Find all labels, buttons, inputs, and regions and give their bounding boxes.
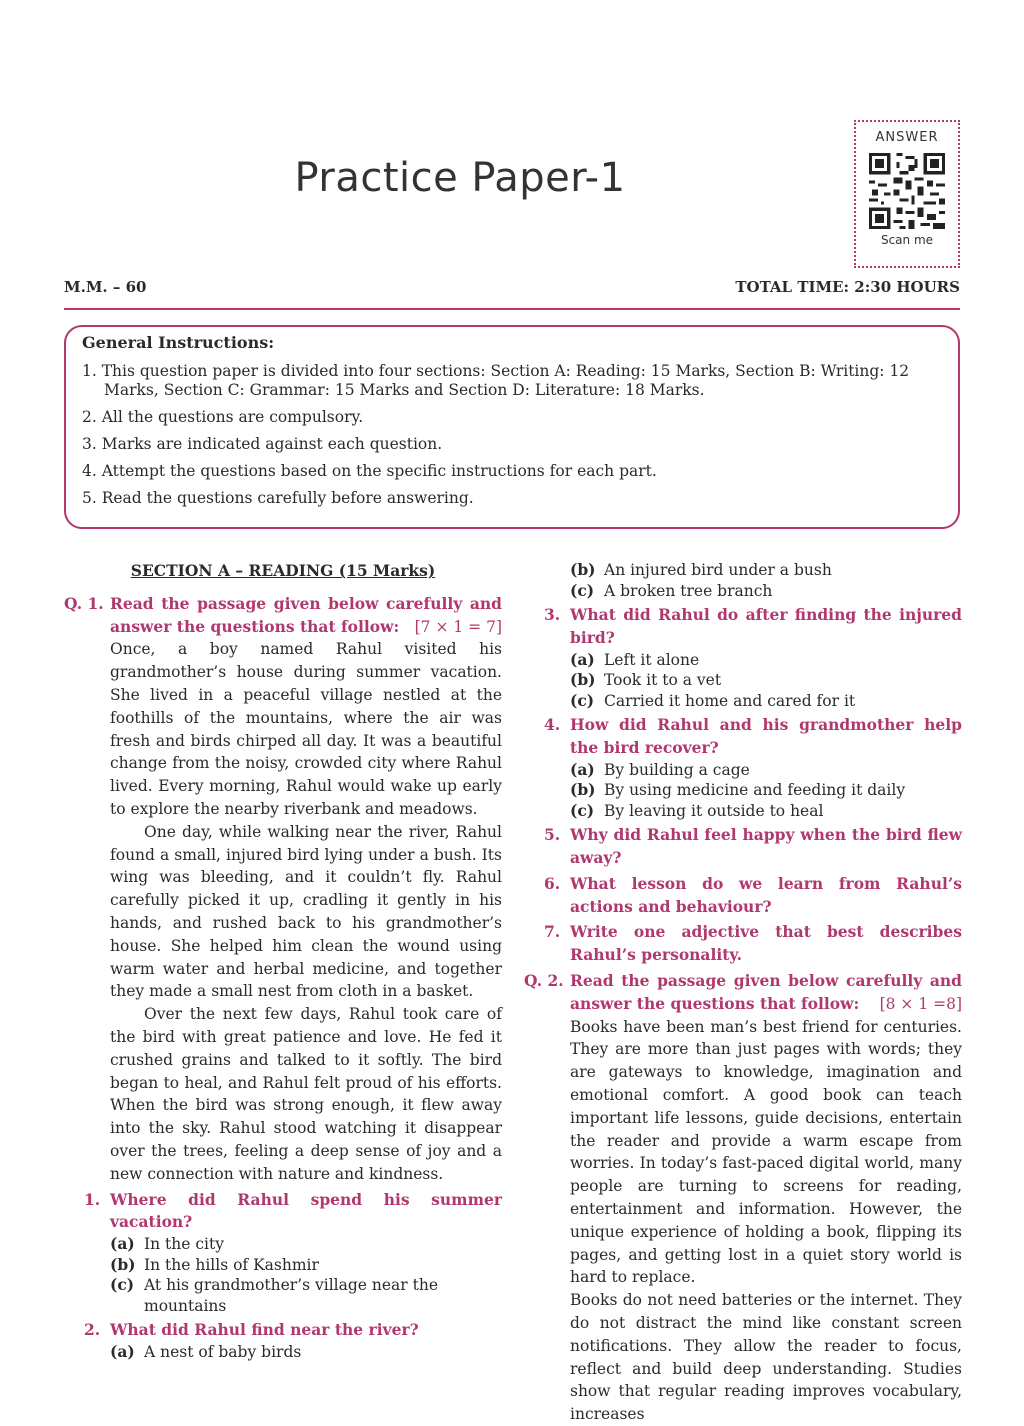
sub-question-number: 6. bbox=[544, 873, 561, 893]
sub-question-text: Where did Rahul spend his summer vacation? bbox=[110, 1189, 502, 1232]
option-label: (a) bbox=[570, 649, 595, 669]
qr-label: ANSWER bbox=[875, 130, 939, 145]
option bbox=[570, 670, 962, 691]
option bbox=[570, 801, 962, 822]
option-text: In the city bbox=[144, 1235, 224, 1254]
option-text: A broken tree branch bbox=[604, 581, 773, 600]
option-text: At his grandmother’s village near the mountains bbox=[144, 1276, 439, 1315]
sub-question-number: 4. bbox=[544, 715, 561, 735]
passage-paragraph: Books have been man’s best friend for centuries. They are more than just pages with words; they are gateways to knowledge, imagination and emotional comfort. A good book can teach important life lessons, guide decisions, entertain the reader and provide a warm escape from worries. In today’s fast-paced digital world, many people are turning to screens for reading, entertainment and information. However, the unique experience of holding a book, flipping its pages, and getting lost in a quiet story world is hard to replace. bbox=[570, 1017, 962, 1287]
option-text: An injured bird under a bush bbox=[604, 561, 832, 579]
option bbox=[570, 650, 962, 671]
sub-question-number: 3. bbox=[544, 605, 561, 624]
sub-question bbox=[544, 604, 962, 650]
sub-question-number: 2. bbox=[84, 1320, 101, 1340]
passage-paragraph: Over the next few days, Rahul took care of the bird with great patience and love. He fed it crushed grains and talked to it softly. The bird began to heal, and Rahul felt proud of his efforts. When the bird was strong enough, it flew away into the sky. Rahul stood watching it disappear over the trees, feeling a deep sense of joy and a new connection with nature and kindness. bbox=[110, 1005, 502, 1183]
sub-question-text: Why did Rahul feel happy when the bird flew away? bbox=[570, 825, 962, 867]
qr-caption: Scan me bbox=[880, 233, 934, 247]
page-title: Practice Paper-1 bbox=[294, 155, 626, 201]
option-text: Took it to a vet bbox=[604, 671, 722, 690]
option-label: (a) bbox=[110, 1234, 135, 1254]
option-label: (c) bbox=[570, 580, 595, 600]
option-label: (b) bbox=[570, 780, 596, 800]
option-label: (c) bbox=[570, 800, 595, 820]
sub-question-text: What did Rahul find near the river? bbox=[110, 1320, 419, 1340]
answer-qr-box[interactable] bbox=[854, 120, 960, 268]
sub-question-number: 5. bbox=[544, 825, 561, 845]
question-prompt: Read the passage given below carefully and answer the questions that follow: bbox=[110, 593, 502, 636]
sub-question-text: How did Rahul and his grandmother help the bird recover? bbox=[570, 715, 962, 757]
left-column bbox=[64, 560, 502, 1362]
option bbox=[570, 760, 962, 781]
question-number: Q. 1. bbox=[64, 593, 104, 613]
option-text: By building a cage bbox=[604, 760, 750, 779]
question-1-header bbox=[64, 593, 502, 639]
max-marks: M.M. – 60 bbox=[64, 278, 147, 296]
instruction-item: 2. All the questions are compulsory. bbox=[82, 408, 364, 426]
question-prompt: Read the passage given below carefully and answer the questions that follow: bbox=[570, 970, 962, 1013]
qr-code-icon[interactable] bbox=[869, 153, 945, 229]
instruction-item: 3. Marks are indicated against each question. bbox=[82, 435, 443, 453]
sub-question-number: 7. bbox=[544, 922, 561, 942]
option bbox=[570, 691, 962, 712]
option-text: In the hills of Kashmir bbox=[144, 1255, 319, 1274]
option bbox=[110, 1255, 502, 1276]
instructions-heading: General Instructions: bbox=[82, 333, 275, 352]
total-time: TOTAL TIME: 2:30 HOURS bbox=[735, 278, 960, 296]
option bbox=[110, 1342, 502, 1363]
instruction-item: 5. Read the questions carefully before answering. bbox=[82, 489, 474, 507]
section-a-heading: SECTION A – READING (15 Marks) bbox=[130, 561, 436, 580]
option-label: (c) bbox=[570, 690, 595, 710]
option-text: Left it alone bbox=[604, 650, 700, 669]
option bbox=[570, 560, 962, 581]
sub-question bbox=[544, 714, 962, 760]
right-column bbox=[524, 560, 962, 1426]
option-text: A nest of baby birds bbox=[144, 1342, 302, 1361]
question-number: Q. 2. bbox=[524, 970, 564, 990]
sub-question bbox=[544, 824, 962, 870]
option bbox=[110, 1234, 502, 1255]
option-label: (a) bbox=[110, 1341, 135, 1361]
sub-question-text: What lesson do we learn from Rahul’s actions and behaviour? bbox=[570, 873, 962, 916]
passage-paragraph: Once, a boy named Rahul visited his grandmother’s house during summer vacation. She lived in a peaceful village nestled at the foothills of the mountains, where the air was fresh and birds chirped all day. It was a beautiful change from the noisy, crowded city where Rahul lived. Every morning, Rahul would wake up early to explore the nearby riverbank and meadows. bbox=[110, 640, 502, 818]
option-label: (a) bbox=[570, 759, 595, 779]
question-2-header bbox=[524, 970, 962, 1016]
instruction-item: 1. This question paper is divided into four sections: Section A: Reading: 15 Marks, Section B: Writing: 12 Marks, Section C: Grammar: 15 Marks and Section D: Literature: 18 Marks. bbox=[82, 362, 910, 399]
passage-paragraph: One day, while walking near the river, Rahul found a small, injured bird lying under a bush. Its wing was bleeding, and it couldn’t fly. Rahul carefully picked it up, cradling it gently in his hands, and rushed back to his grandmother’s house. She helped him clean the wound using warm water and herbal medicine, and together they made a small nest from cloth in a basket. bbox=[110, 822, 502, 1001]
sub-question bbox=[544, 921, 962, 967]
option-text: By leaving it outside to heal bbox=[604, 801, 824, 820]
option-label: (b) bbox=[570, 560, 596, 579]
sub-question bbox=[84, 1189, 502, 1235]
question-marks: [8 × 1 =8] bbox=[879, 994, 962, 1013]
sub-question-number: 1. bbox=[84, 1189, 101, 1209]
option-label: (b) bbox=[110, 1254, 136, 1274]
option bbox=[570, 581, 962, 602]
option-label: (b) bbox=[570, 670, 596, 690]
general-instructions-box bbox=[64, 325, 960, 529]
question-marks: [7 × 1 = 7] bbox=[414, 617, 502, 636]
sub-question-text: What did Rahul do after finding the injured bird? bbox=[570, 605, 962, 647]
instruction-item: 4. Attempt the questions based on the specific instructions for each part. bbox=[82, 462, 657, 480]
header-divider bbox=[64, 308, 960, 310]
option-text: By using medicine and feeding it daily bbox=[604, 781, 906, 800]
option-label: (c) bbox=[110, 1275, 135, 1295]
option bbox=[110, 1275, 502, 1316]
sub-question-text: Write one adjective that best describes Rahul’s personality. bbox=[570, 922, 962, 965]
sub-question bbox=[84, 1319, 502, 1342]
sub-question bbox=[544, 873, 962, 919]
option bbox=[570, 780, 962, 801]
option-text: Carried it home and cared for it bbox=[604, 691, 856, 710]
passage-paragraph: Books do not need batteries or the internet. They do not distract the mind like constant screen notifications. They allow the reader to focus, reflect and build deep understanding. Studies show that regular reading improves vocabulary, increases bbox=[570, 1291, 962, 1424]
